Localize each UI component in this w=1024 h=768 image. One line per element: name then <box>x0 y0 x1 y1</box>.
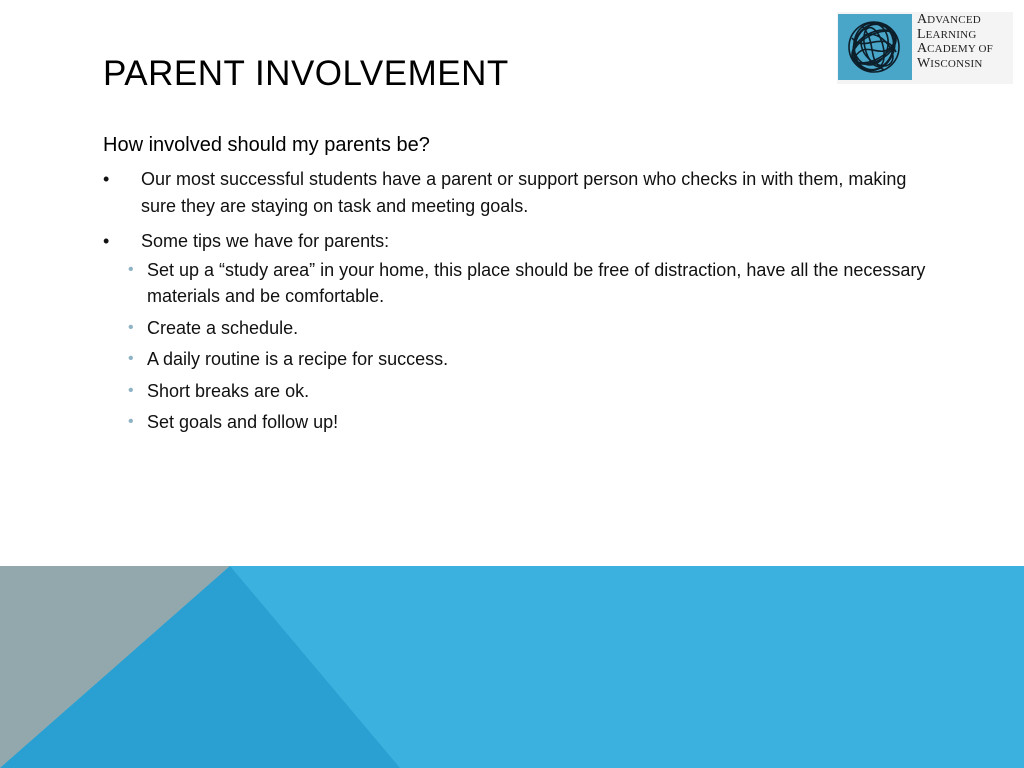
slide-title: PARENT INVOLVEMENT <box>103 54 509 93</box>
footer-dark-blue-triangle <box>0 566 400 768</box>
logo-line: ADVANCED <box>917 12 981 27</box>
sub-bullet-marker-icon: • <box>128 413 134 430</box>
bullet-item <box>103 228 933 435</box>
sub-bullet-list <box>128 257 933 435</box>
sub-bullet-item <box>128 315 933 341</box>
footer-gray-band <box>0 566 230 768</box>
footer-blue-band <box>0 566 1024 768</box>
logo-line: ACADEMY OF <box>917 41 993 56</box>
bullet-text: Our most successful students have a parent or support person who checks in with them, making sure they are staying on task and meeting goals. <box>141 169 907 216</box>
sub-bullet-item <box>128 257 933 309</box>
globe-logo-icon <box>838 14 912 80</box>
logo-line: LEARNING <box>917 26 977 42</box>
sub-bullet-marker-icon: • <box>128 381 134 399</box>
sub-bullet-marker-icon: • <box>128 261 134 278</box>
logo-text <box>917 13 1012 71</box>
sub-bullet-text: A daily routine is a recipe for success. <box>147 349 449 369</box>
bullet-text: Some tips we have for parents: <box>141 231 390 251</box>
bullet-list <box>103 166 933 435</box>
sub-bullet-text: Create a schedule. <box>147 317 299 338</box>
sub-bullet-marker-icon: • <box>128 350 134 367</box>
bullet-marker-icon: • <box>103 169 110 189</box>
sub-bullet-item <box>128 409 933 435</box>
sub-bullet-marker-icon: • <box>128 318 134 336</box>
bullet-item <box>103 166 933 220</box>
sub-bullet-item <box>128 378 933 404</box>
slide-subheading: How involved should my parents be? <box>103 134 430 156</box>
slide-body <box>103 130 933 443</box>
bullet-marker-icon: • <box>103 231 110 251</box>
academy-logo <box>837 12 1013 84</box>
sub-bullet-text: Set goals and follow up! <box>147 412 339 432</box>
sub-bullet-text: Short breaks are ok. <box>147 380 310 401</box>
sub-bullet-item <box>128 346 933 372</box>
logo-line: WISCONSIN <box>917 55 983 71</box>
sub-bullet-text: Set up a “study area” in your home, this place should be free of distraction, have all the necessary materials and be comfortable. <box>147 260 926 306</box>
